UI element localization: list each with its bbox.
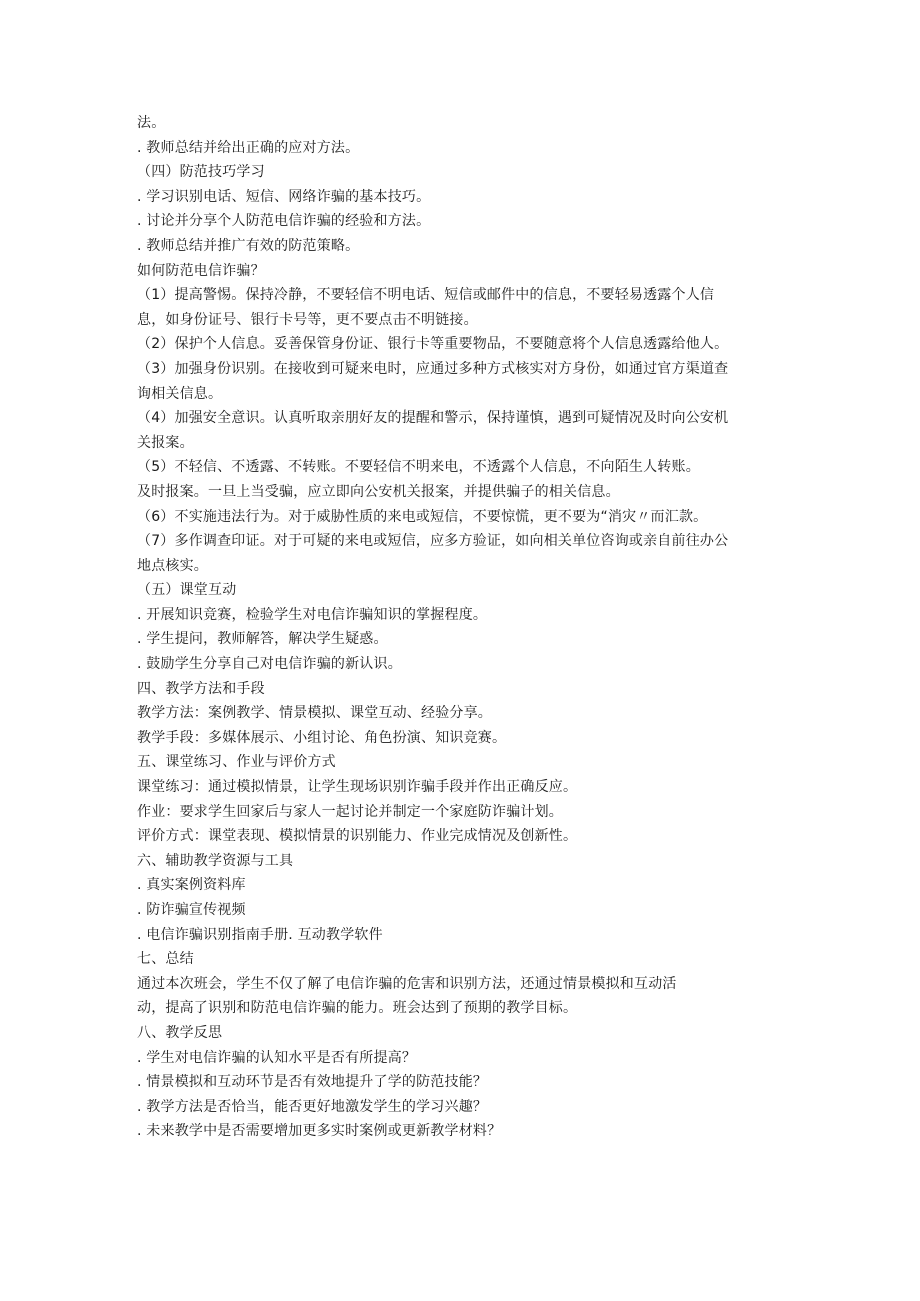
paragraph-line: 地点核实。 — [137, 557, 208, 574]
list-item: . 情景模拟和互动环节是否有效地提升了学的防范技能？ — [137, 1074, 488, 1091]
paragraph-line: （2）保护个人信息。妥善保管身份证、银行卡等重要物品，不要随意将个人信息透露给他人。 — [137, 336, 729, 353]
paragraph-line: （1）提高警惕。保持冷静，不要轻信不明电话、短信或邮件中的信息，不要轻易透露个人信 — [137, 287, 715, 304]
paragraph-line: 教学手段：多媒体展示、小组讨论、角色扮演、知识竞赛。 — [137, 729, 507, 746]
list-item: . 防诈骗宣传视频 — [137, 902, 246, 918]
list-item: . 讨论并分享个人防范电信诈骗的经验和方法。 — [137, 213, 431, 230]
paragraph-line: （6）不实施违法行为。对于威胁性质的来电或短信，不要惊慌，更不要为“消灾〃而汇款。 — [137, 508, 708, 525]
document-body — [137, 111, 797, 1144]
list-item: . 电信诈骗识别指南手册. 互动教学软件 — [137, 926, 383, 943]
section-heading: 七、总结 — [137, 951, 194, 968]
section-heading: 五、课堂练习、作业与评价方式 — [137, 754, 336, 771]
list-item: . 未来教学中是否需要增加更多实时案例或更新教学材料？ — [137, 1123, 502, 1140]
section-heading: （四）防范技巧学习 — [137, 164, 265, 181]
text-line: 法。 — [137, 115, 166, 131]
list-item: . 教师总结并推广有效的防范策略。 — [137, 237, 360, 254]
paragraph-line: （4）加强安全意识。认真听取亲朋好友的提醒和警示，保持谨慎，遇到可疑情况及时向公安机 — [137, 410, 729, 427]
section-heading: 八、教学反思 — [137, 1024, 223, 1041]
paragraph-line: 动，提高了识别和防范电信诈骗的能力。班会达到了预期的教学目标。 — [137, 1000, 578, 1017]
paragraph-line: 评价方式：课堂表现、模拟情景的识别能力、作业完成情况及创新性。 — [137, 828, 578, 845]
paragraph-line: （7）多作调查印证。对于可疑的来电或短信，应多方验证，如向相关单位咨询或亲自前往办公 — [137, 533, 729, 550]
list-item: . 鼓励学生分享自己对电信诈骗的新认识。 — [137, 656, 402, 673]
paragraph-line: 关报案。 — [137, 434, 194, 451]
list-item: . 学生对电信诈骗的认知水平是否有所提高？ — [137, 1049, 417, 1066]
paragraph-line: 询相关信息。 — [137, 385, 223, 402]
paragraph-line: 及时报案。一旦上当受骗，应立即向公安机关报案，并提供骗子的相关信息。 — [137, 483, 620, 500]
list-item: . 开展知识竞赛，检验学生对电信诈骗知识的掌握程度。 — [137, 606, 488, 623]
section-heading: 如何防范电信诈骗？ — [137, 262, 265, 279]
paragraph-line: 通过本次班会，学生不仅了解了电信诈骗的危害和识别方法，还通过情景模拟和互动活 — [137, 975, 677, 992]
list-item: . 学习识别电话、短信、网络诈骗的基本技巧。 — [137, 188, 431, 205]
paragraph-line: 作业：要求学生回家后与家人一起讨论并制定一个家庭防诈骗计划。 — [137, 803, 563, 820]
list-item: . 真实案例资料库 — [137, 877, 246, 894]
paragraph-line: 教学方法：案例教学、情景模拟、课堂互动、经验分享。 — [137, 705, 492, 722]
paragraph-line: 课堂练习：通过模拟情景，让学生现场识别诈骗手段并作出正确反应。 — [137, 779, 578, 796]
section-heading: （五）课堂互动 — [137, 582, 237, 599]
paragraph-line: 息，如身份证号、银行卡号等，更不要点击不明链接。 — [137, 311, 478, 328]
paragraph-line: （3）加强身份识别。在接收到可疑来电时，应通过多种方式核实对方身份，如通过官方渠道查 — [137, 360, 729, 377]
paragraph-line: （5）不轻信、不透露、不转账。不要轻信不明来电，不透露个人信息，不向陌生人转账。 — [137, 459, 700, 476]
text-line: . 教师总结并给出正确的应对方法。 — [137, 139, 360, 156]
section-heading: 四、教学方法和手段 — [137, 680, 265, 697]
list-item: . 教学方法是否恰当，能否更好地激发学生的学习兴趣？ — [137, 1098, 488, 1115]
list-item: . 学生提问，教师解答，解决学生疑惑。 — [137, 631, 388, 648]
section-heading: 六、辅助教学资源与工具 — [137, 852, 294, 869]
